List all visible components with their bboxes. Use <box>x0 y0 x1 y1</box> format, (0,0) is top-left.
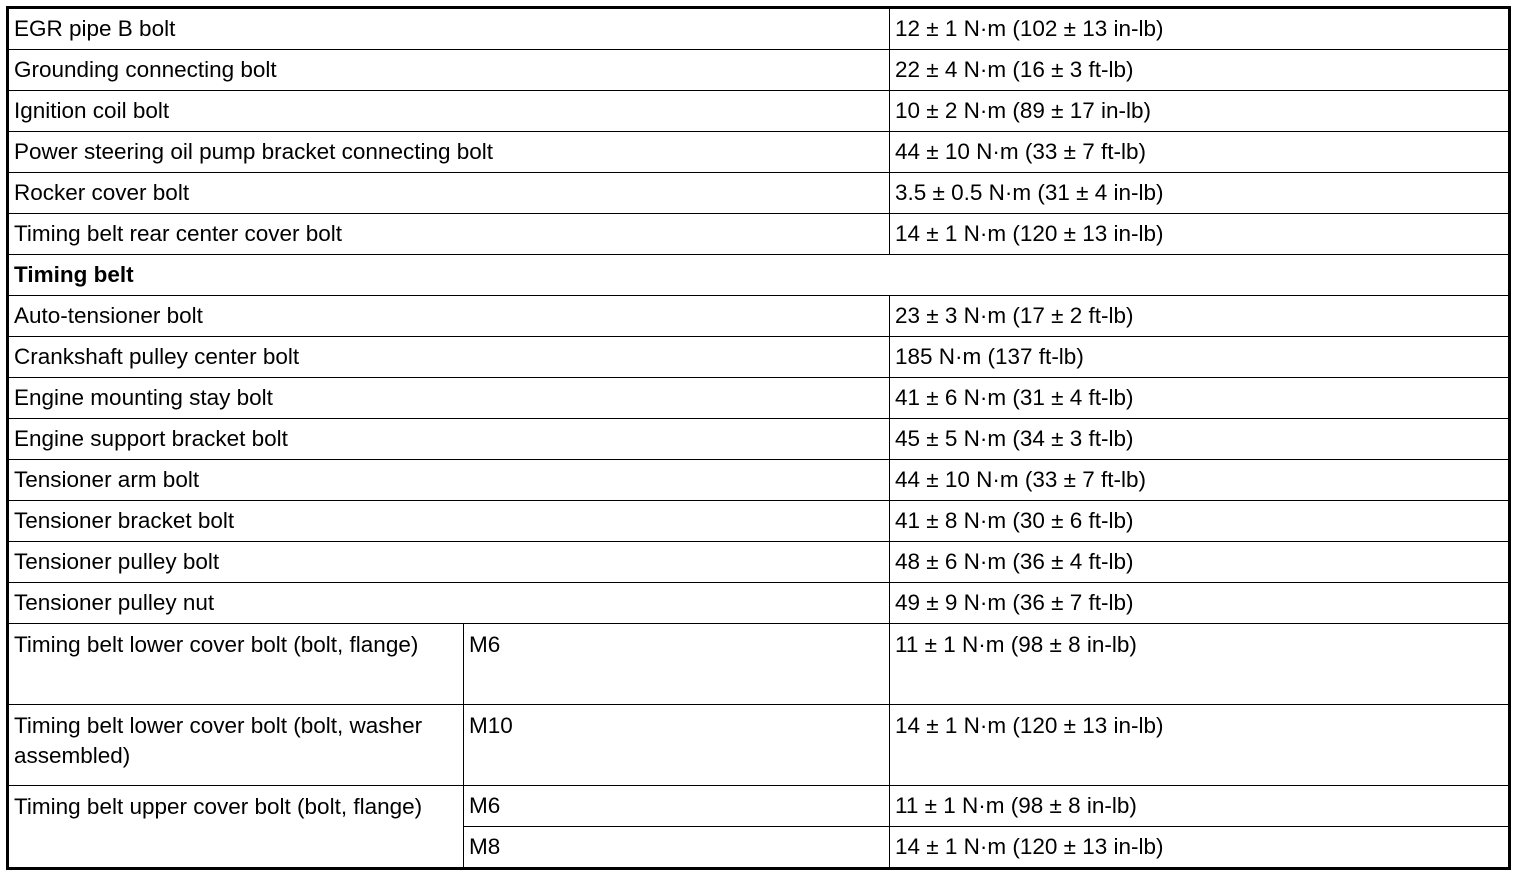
bolt-size: M6 <box>464 624 890 705</box>
torque-value: 14 ± 1 N·m (120 ± 13 in-lb) <box>890 214 1510 255</box>
table-row <box>8 786 1510 827</box>
item-name: Crankshaft pulley center bolt <box>8 337 890 378</box>
table-row <box>8 214 1510 255</box>
torque-value: 44 ± 10 N·m (33 ± 7 ft-lb) <box>890 460 1510 501</box>
torque-value: 11 ± 1 N·m (98 ± 8 in-lb) <box>890 624 1510 705</box>
bolt-size: M10 <box>464 705 890 786</box>
bolt-size: M6 <box>464 786 890 827</box>
table-row <box>8 378 1510 419</box>
table-row <box>8 583 1510 624</box>
torque-value: 48 ± 6 N·m (36 ± 4 ft-lb) <box>890 542 1510 583</box>
table-row <box>8 337 1510 378</box>
torque-value: 14 ± 1 N·m (120 ± 13 in-lb) <box>890 827 1510 869</box>
torque-value: 41 ± 6 N·m (31 ± 4 ft-lb) <box>890 378 1510 419</box>
torque-value: 22 ± 4 N·m (16 ± 3 ft-lb) <box>890 50 1510 91</box>
table-row <box>8 50 1510 91</box>
torque-value: 11 ± 1 N·m (98 ± 8 in-lb) <box>890 786 1510 827</box>
torque-value: 41 ± 8 N·m (30 ± 6 ft-lb) <box>890 501 1510 542</box>
table-row <box>8 460 1510 501</box>
table-row <box>8 419 1510 460</box>
torque-value: 23 ± 3 N·m (17 ± 2 ft-lb) <box>890 296 1510 337</box>
item-name: Auto-tensioner bolt <box>8 296 890 337</box>
table-row <box>8 296 1510 337</box>
item-name: Tensioner pulley bolt <box>8 542 890 583</box>
item-name: Tensioner arm bolt <box>8 460 890 501</box>
table-row <box>8 705 1510 786</box>
item-name: Timing belt rear center cover bolt <box>8 214 890 255</box>
item-name: Grounding connecting bolt <box>8 50 890 91</box>
item-name: EGR pipe B bolt <box>8 8 890 50</box>
torque-value: 3.5 ± 0.5 N·m (31 ± 4 in-lb) <box>890 173 1510 214</box>
item-name: Engine mounting stay bolt <box>8 378 890 419</box>
item-name: Timing belt upper cover bolt (bolt, flange) <box>8 786 464 869</box>
item-name: Ignition coil bolt <box>8 91 890 132</box>
item-name: Power steering oil pump bracket connecting bolt <box>8 132 890 173</box>
torque-spec-table <box>6 6 1511 870</box>
torque-value: 12 ± 1 N·m (102 ± 13 in-lb) <box>890 8 1510 50</box>
torque-value: 10 ± 2 N·m (89 ± 17 in-lb) <box>890 91 1510 132</box>
item-name: Tensioner bracket bolt <box>8 501 890 542</box>
torque-value: 185 N·m (137 ft-lb) <box>890 337 1510 378</box>
table-row <box>8 173 1510 214</box>
table-row <box>8 91 1510 132</box>
table-row <box>8 501 1510 542</box>
item-name: Timing belt lower cover bolt (bolt, washer assembled) <box>8 705 464 786</box>
torque-value: 44 ± 10 N·m (33 ± 7 ft-lb) <box>890 132 1510 173</box>
section-title: Timing belt <box>8 255 1510 296</box>
table-row <box>8 8 1510 50</box>
bolt-size: M8 <box>464 827 890 869</box>
item-name: Tensioner pulley nut <box>8 583 890 624</box>
item-name: Timing belt lower cover bolt (bolt, flange) <box>8 624 464 705</box>
torque-value: 14 ± 1 N·m (120 ± 13 in-lb) <box>890 705 1510 786</box>
torque-value: 49 ± 9 N·m (36 ± 7 ft-lb) <box>890 583 1510 624</box>
section-header-row <box>8 255 1510 296</box>
table-row <box>8 624 1510 705</box>
table-row <box>8 542 1510 583</box>
item-name: Rocker cover bolt <box>8 173 890 214</box>
table-row <box>8 132 1510 173</box>
torque-value: 45 ± 5 N·m (34 ± 3 ft-lb) <box>890 419 1510 460</box>
item-name: Engine support bracket bolt <box>8 419 890 460</box>
